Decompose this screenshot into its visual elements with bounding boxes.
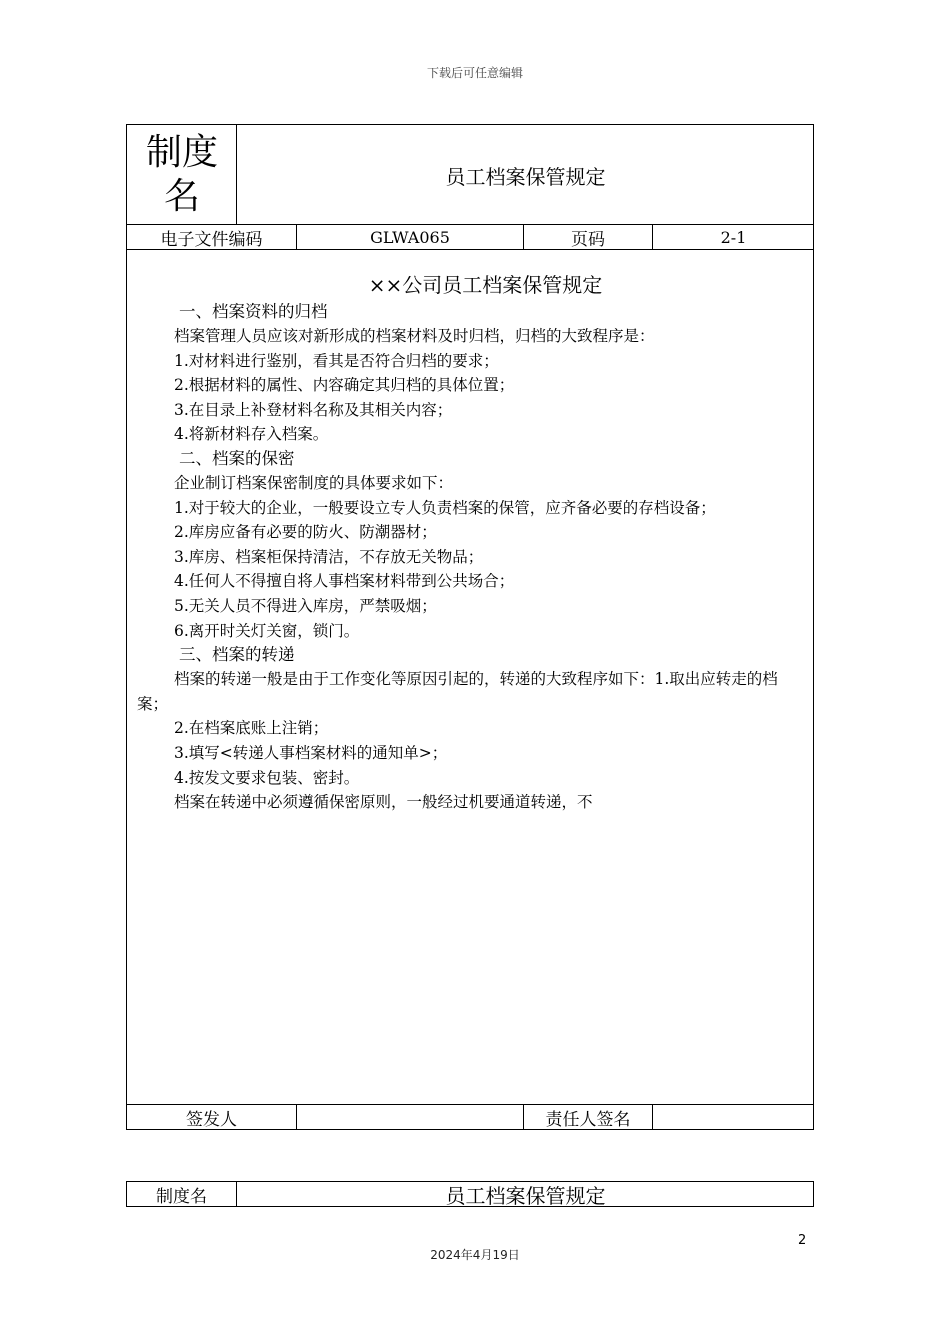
next-regulation-name: 员工档案保管规定 [445,1183,606,1208]
paragraph: 2.库房应备有必要的防火、防潮器材； [174,523,437,542]
paragraph: 2.根据材料的属性、内容确定其归档的具体位置； [174,376,515,395]
paragraph: 6.离开时关灯关窗，锁门。 [174,621,360,640]
paragraph: 4.将新材料存入档案。 [174,425,329,444]
file-code-label: 电子文件编码 [160,230,263,250]
section-heading: 一、档案资料的归档 [179,302,328,321]
paragraph: 3.在目录上补登材料名称及其相关内容； [174,400,453,419]
paragraph: 4.任何人不得擅自将人事档案材料带到公共场合； [174,572,515,591]
paragraph: 1.对于较大的企业，一般要设立专人负责档案的保管，应齐备必要的存档设备； [174,498,716,517]
paragraph: 档案的转递一般是由于工作变化等原因引起的，转递的大致程序如下：1.取出应转走的档案； [137,670,778,713]
responsible-signature-field[interactable] [653,1105,814,1130]
regulation-form [126,124,814,1130]
page-code: 2-1 [720,228,747,247]
regulation-name-label: 制度 名 [145,132,218,217]
next-page-table-header [126,1181,814,1207]
paragraph: 5.无关人员不得进入库房，严禁吸烟； [174,596,437,615]
section-heading: 三、档案的转递 [179,645,295,665]
date-note: 2024年4月19日 [430,1248,520,1262]
responsible-label: 责任人签名 [545,1110,631,1130]
paragraph: 3.填写<转递人事档案材料的通知单>； [174,743,448,762]
next-regulation-name-label: 制度名 [156,1186,207,1207]
header-note: 下载后可任意编辑 [426,66,523,80]
paragraph: 2.在档案底账上注销； [174,719,329,738]
paragraph: 1.对材料进行鉴别，看其是否符合归档的要求； [174,351,499,370]
paragraph: 档案管理人员应该对新形成的档案材料及时归档，归档的大致程序是： [174,327,655,345]
paragraph: 档案在转递中必须遵循保密原则，一般经过机要通道转递，不 [174,793,593,812]
paragraph: 企业制订档案保密制度的具体要求如下： [174,473,454,492]
page-label: 页码 [571,230,605,250]
document-title: ××公司员工档案保管规定 [368,273,603,297]
regulation-body [127,250,814,1105]
paragraph: 4.按发文要求包装、密封。 [174,768,360,787]
regulation-name: 员工档案保管规定 [445,164,606,189]
page-number: 2 [798,1233,807,1248]
file-code: GLWA065 [370,228,450,247]
issuer-signature-field[interactable] [297,1105,523,1130]
section-heading: 二、档案的保密 [179,448,295,468]
issuer-label: 签发人 [186,1110,237,1130]
paragraph: 3.库房、档案柜保持清洁，不存放无关物品； [174,547,484,566]
